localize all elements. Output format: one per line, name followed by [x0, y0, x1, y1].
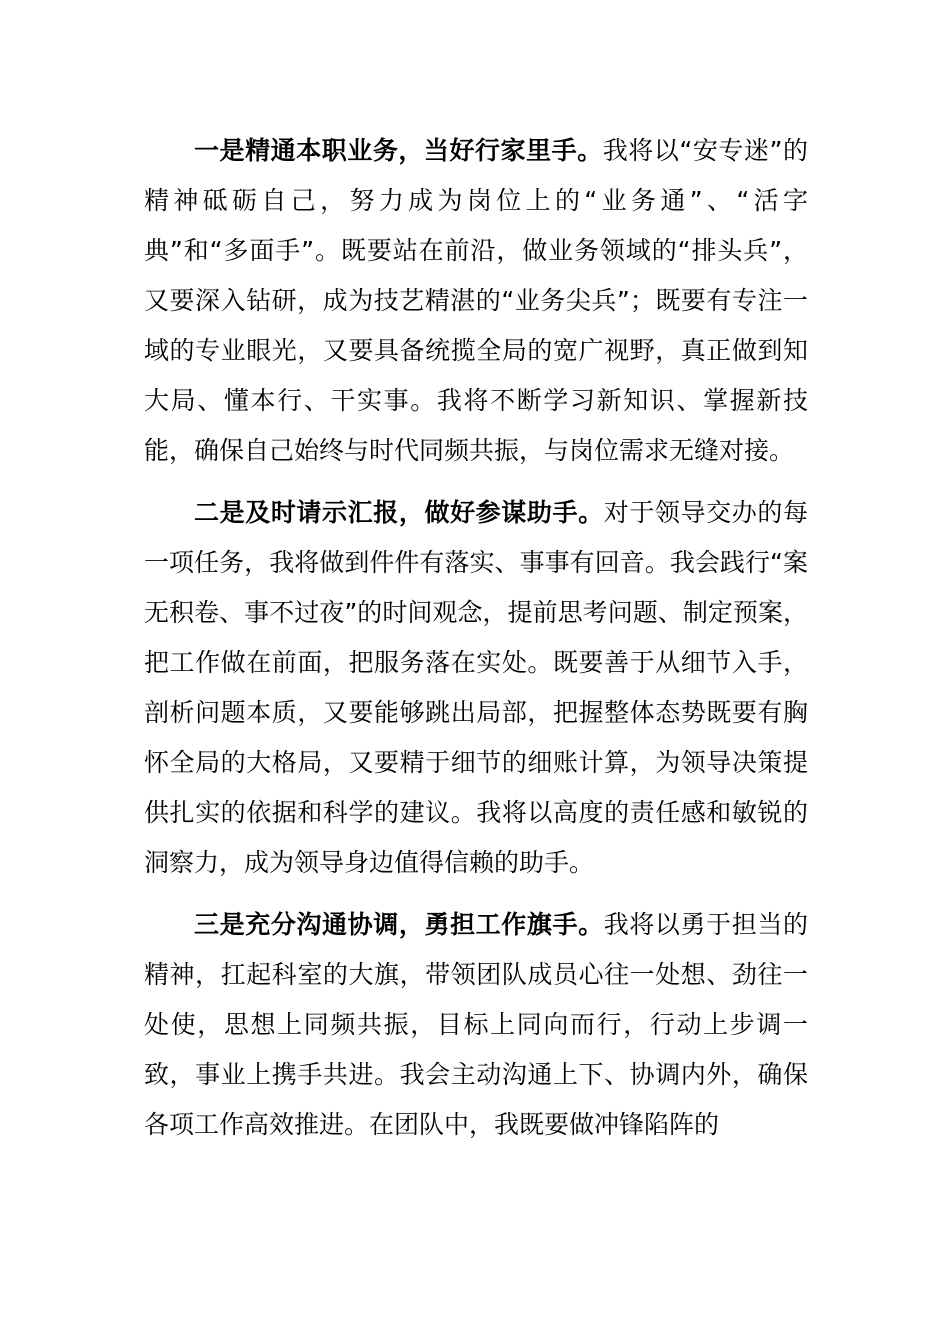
paragraph-3-body: 我将以勇于担当的精神，扛起科室的大旗，带领团队成员心往一处想、劲往一处使，思想上同频共振，目标上同向而行，行动上步调一致，事业上携手共进。我会主动沟通上下、协调内外，确保各项工作高效推进。在团队中，我既要做冲锋陷阵的 [144, 910, 808, 1139]
paragraph-2-body: 对于领导交办的每一项任务，我将做到件件有落实、事事有回音。我会践行“案无积卷、事不过夜”的时间观念，提前思考问题、制定预案，把工作做在前面，把服务落在实处。既要善于从细节入手，剖析问题本质，又要能够跳出局部，把握整体态势既要有胸怀全局的大格局，又要精于细节的细账计算，为领导决策提供扎实的依据和科学的建议。我将以高度的责任感和敏锐的洞察力，成为领导身边值得信赖的助手。 [144, 498, 808, 877]
paragraph-2 [144, 488, 808, 888]
paragraph-1 [144, 126, 808, 476]
paragraph-1-lead: 一是精通本职业务，当好行家里手。 [194, 136, 603, 165]
paragraph-3-lead: 三是充分沟通协调，勇担工作旗手。 [194, 910, 604, 939]
paragraph-1-body: 我将以“安专迷”的精神砥砺自己，努力成为岗位上的“业务通”、“活字典”和“多面手”。既要站在前沿，做业务领域的“排头兵”，又要深入钻研，成为技艺精湛的“业务尖兵”；既要有专注一域的专业眼光，又要具备统揽全局的宽广视野，真正做到知大局、懂本行、干实事。我将不断学习新知识、掌握新技能，确保自己始终与时代同频共振，与岗位需求无缝对接。 [144, 136, 808, 465]
document-body [144, 126, 808, 1150]
paragraph-2-lead: 二是及时请示汇报，做好参谋助手。 [194, 498, 604, 527]
paragraph-3 [144, 900, 808, 1150]
